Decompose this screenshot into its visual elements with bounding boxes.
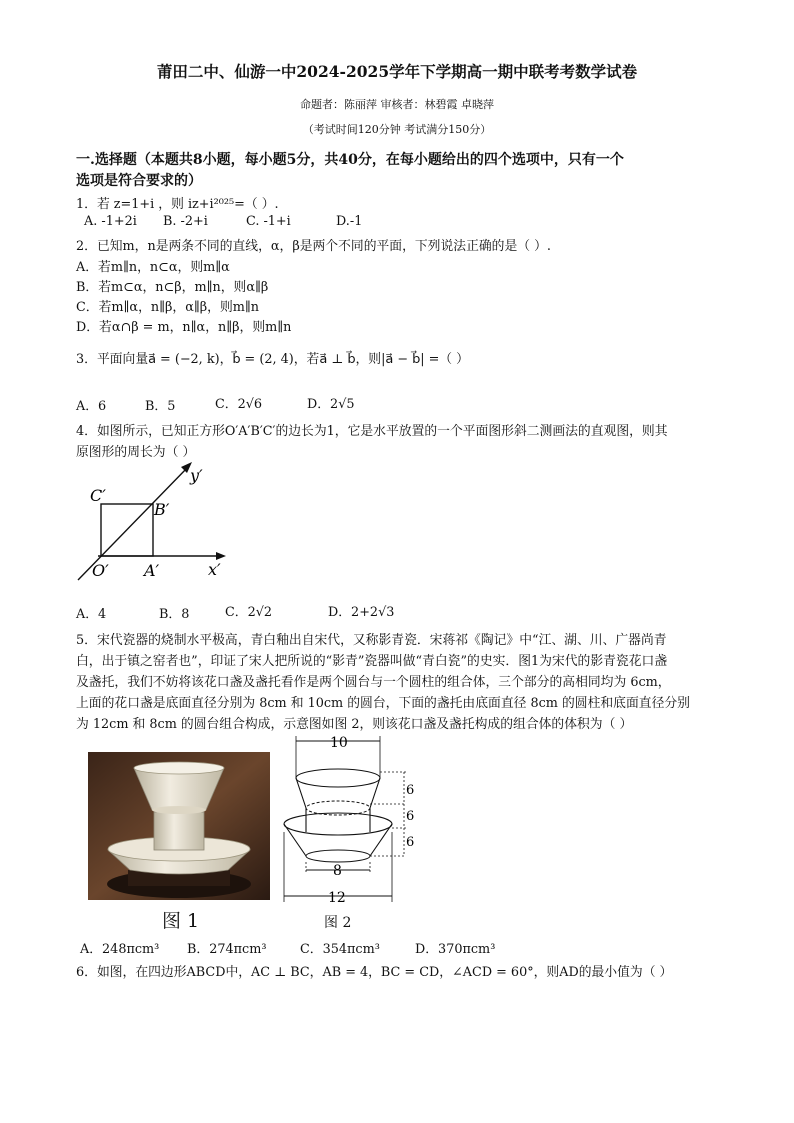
page-title: 莆田二中、仙游一中2024-2025学年下学期高一期中联考考数学试卷 xyxy=(156,62,638,81)
dim-top-diameter: 10 xyxy=(330,735,348,751)
cup-schematic-figure xyxy=(278,732,428,910)
dim-height-2: 6 xyxy=(406,809,415,824)
question-5-line5: 为 12cm 和 8cm 的圆台组合构成，示意图如图 2，则该花口盏及盏托构成的组合体的体积为（ ） xyxy=(76,717,633,732)
q1-option-a: A. -1+2i xyxy=(84,214,137,229)
dim-bottom-inner-diameter: 8 xyxy=(333,863,342,879)
question-4-stem-line2: 原图形的周长为（ ） xyxy=(76,445,196,460)
dim-height-1: 6 xyxy=(406,783,415,798)
question-3-stem: 3．平面向量a⃗ = (−2, k)，b⃗ = (2, 4)，若a⃗ ⊥ b⃗，则|a⃗ − b⃗| =（ ） xyxy=(76,352,469,367)
x-axis-arrow xyxy=(216,552,226,560)
q2-option-b: B．若m⊂α，n⊂β，m∥n，则α∥β xyxy=(76,280,269,295)
q4-option-b: B．8 xyxy=(159,607,190,622)
section-heading-line1: 一.选择题（本题共8小题，每小题5分，共40分，在每小题给出的四个选项中，只有一个 xyxy=(76,152,624,168)
question-5-line1: 5．宋代瓷器的烧制水平极高，青白釉出自宋代，又称影青瓷．宋蒋祁《陶记》中“江、湖、川、广器尚青 xyxy=(76,633,667,648)
section-heading-line2: 选项是符合要求的） xyxy=(76,173,202,189)
question-5-line4: 上面的花口盏是底面直径分别为 8cm 和 10cm 的圆台，下面的盏托由底面直径 8cm 的圆柱和底面直径分别 xyxy=(76,696,690,711)
q3-option-c: C．2√6 xyxy=(215,397,263,412)
figure-1-caption: 图 1 xyxy=(162,910,200,932)
label-y-prime: y′ xyxy=(190,466,203,485)
q2-option-a: A．若m∥n，n⊂α，则m∥α xyxy=(76,260,230,275)
q4-option-c: C．2√2 xyxy=(225,605,273,620)
oblique-projection-figure xyxy=(70,455,240,590)
q5-option-c: C．354πcm³ xyxy=(300,942,380,957)
figure-2-caption: 图 2 xyxy=(324,915,352,931)
authors-line: 命题者：陈丽萍 审核者：林碧霞 卓晓萍 xyxy=(300,98,494,111)
q1-option-b: B. -2+i xyxy=(163,214,208,229)
exam-info: （考试时间120分钟 考试满分150分） xyxy=(302,123,492,136)
q3-option-d: D．2√5 xyxy=(307,397,355,412)
label-b-prime: B′ xyxy=(154,500,170,519)
question-1-stem: 1．若 z=1+i ，则 iz+i²⁰²⁵=（ ）. xyxy=(76,197,279,212)
label-a-prime: A′ xyxy=(144,561,160,580)
question-4-stem-line1: 4．如图所示，已知正方形O′A′B′C′的边长为1，它是水平放置的一个平面图形斜二测画法的直观图，则其 xyxy=(76,424,668,439)
label-x-prime: x′ xyxy=(208,560,221,579)
question-6-stem: 6．如图，在四边形ABCD中，AC ⊥ BC，AB = 4，BC = CD，∠ACD = 60°，则AD的最小值为（ ） xyxy=(76,965,673,980)
q1-option-d: D.-1 xyxy=(336,214,363,229)
celadon-cup-photo xyxy=(88,752,270,900)
q5-option-d: D．370πcm³ xyxy=(415,942,496,957)
q2-option-c: C．若m∥α，n∥β，α∥β，则m∥n xyxy=(76,300,260,315)
dim-height-3: 6 xyxy=(406,835,415,850)
q3-option-b: B．5 xyxy=(145,399,176,414)
q1-option-c: C. -1+i xyxy=(246,214,291,229)
q4-option-d: D．2+2√3 xyxy=(328,605,395,620)
q4-option-a: A．4 xyxy=(76,607,107,622)
q2-option-d: D．若α∩β = m，n∥α，n∥β，则m∥n xyxy=(76,320,292,335)
q5-option-b: B．274πcm³ xyxy=(187,942,267,957)
question-5-line3: 及盏托，我们不妨将该花口盏及盏托看作是两个圆台与一个圆柱的组合体，三个部分的高相同均为 6cm， xyxy=(76,675,671,690)
question-5-line2: 白，出于镇之窑者也”，印证了宋人把所说的“影青”瓷器叫做“青白瓷”的史实．图1为宋代的影青瓷花口盏 xyxy=(76,654,668,669)
label-o-prime: O′ xyxy=(92,561,109,580)
label-c-prime: C′ xyxy=(90,486,106,505)
question-2-stem: 2．已知m，n是两条不同的直线，α，β是两个不同的平面，下列说法正确的是（ ）. xyxy=(76,239,551,254)
q5-option-a: A．248πcm³ xyxy=(80,942,160,957)
dim-base-diameter: 12 xyxy=(328,890,346,906)
q3-option-a: A．6 xyxy=(76,399,107,414)
